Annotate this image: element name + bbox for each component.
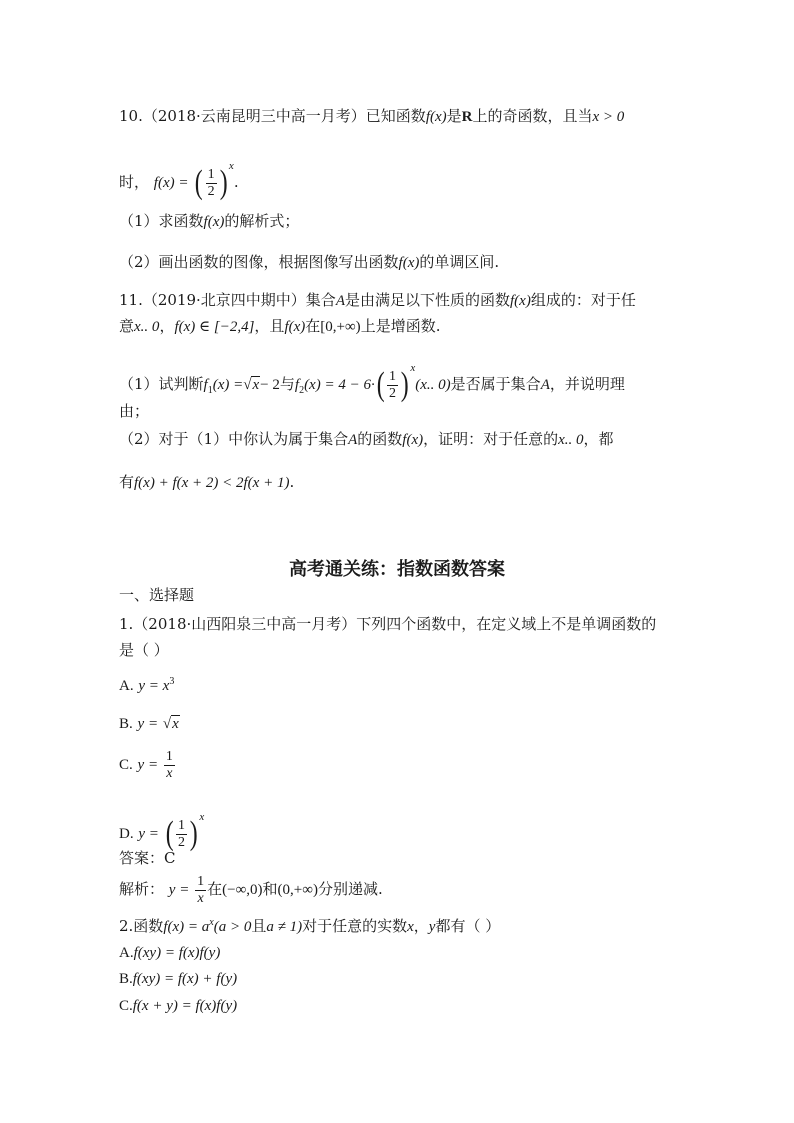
section-label: 一、选择题 bbox=[119, 586, 195, 604]
option-label: C. bbox=[119, 998, 133, 1014]
sqrt-symbol: √x bbox=[162, 716, 179, 732]
q11-f1-arg: (x) = bbox=[212, 377, 244, 393]
option-label: C. bbox=[119, 757, 133, 773]
explanation-label: 解析： bbox=[119, 880, 165, 898]
q11-cond: x.. 0 bbox=[134, 319, 160, 335]
q11-text: 上是增函数. bbox=[360, 317, 441, 335]
q11-text: 是由满足以下性质的函数 bbox=[344, 291, 510, 309]
q10-text: 是 bbox=[446, 107, 462, 125]
option-expression: y = bbox=[137, 757, 159, 773]
q11-set-a: A bbox=[540, 377, 550, 393]
q11-f1-tail: − 2 bbox=[260, 377, 280, 393]
q11-range: f(x) ∈ [−2,4] bbox=[174, 319, 255, 335]
q11-f2-sub: 2 bbox=[299, 385, 305, 396]
a1-option-c bbox=[119, 744, 176, 785]
a1-stem: 是（ ） bbox=[119, 641, 169, 659]
sqrt-radicand: x bbox=[172, 716, 179, 732]
q11-text: 在 bbox=[305, 317, 321, 335]
option-label: B. bbox=[119, 716, 133, 732]
q11-p2-text: （2）对于（1）中你认为属于集合 bbox=[119, 430, 349, 448]
explanation-text: 和 bbox=[262, 880, 278, 898]
option-expression: f(xy) = f(x) + f(y) bbox=[132, 971, 238, 987]
a2-cond: (a > 0 bbox=[213, 919, 252, 935]
q11-exponent: x bbox=[410, 362, 416, 374]
q11-p1-cond: (x.. 0) bbox=[415, 377, 451, 393]
a2-option-c bbox=[119, 995, 237, 1016]
q11-part1 bbox=[119, 348, 625, 411]
q10-line2 bbox=[119, 146, 239, 203]
q11-inequality: f(x) + f(x + 2) < 2f(x + 1) bbox=[134, 475, 290, 491]
fraction-denominator: 2 bbox=[207, 183, 215, 199]
a2-text: 且 bbox=[251, 917, 267, 935]
q10-p1-text: （1）求函数 bbox=[119, 212, 204, 230]
fraction-numerator: 1 bbox=[207, 166, 215, 182]
q11-p1-text: 是否属于集合 bbox=[450, 375, 541, 393]
section-heading bbox=[119, 585, 194, 605]
q10-exponent: x bbox=[228, 160, 234, 172]
fraction-denominator: 2 bbox=[178, 834, 186, 850]
option-expression: f(x + y) = f(x)f(y) bbox=[132, 998, 238, 1014]
q10-text: 上的奇函数，且当 bbox=[472, 107, 593, 125]
a1-line1 bbox=[119, 614, 656, 634]
fraction-denominator: x bbox=[166, 765, 173, 781]
q10-p2-text: 的单调区间. bbox=[419, 253, 500, 271]
q10-p2-text: （2）画出函数的图像，根据图像写出函数 bbox=[119, 253, 399, 271]
a2-exponent: x bbox=[209, 917, 214, 928]
q11-p1-text: 由； bbox=[119, 402, 150, 420]
option-fraction bbox=[164, 749, 175, 782]
option-expression: y = bbox=[138, 826, 159, 842]
q11-p2-cond: x.. 0 bbox=[558, 432, 584, 448]
q11-f1: f bbox=[203, 377, 208, 393]
a2-text: 对于任意的实数 bbox=[302, 917, 408, 935]
a2-text: ， bbox=[413, 917, 429, 935]
left-paren: ( bbox=[376, 366, 385, 403]
q11-set-a: A bbox=[335, 293, 345, 309]
a2-option-a bbox=[119, 942, 220, 963]
left-paren: ( bbox=[165, 815, 174, 852]
q11-text: 组成的：对于任 bbox=[530, 291, 636, 309]
q10-text: 时， bbox=[119, 173, 150, 191]
a2-var: x bbox=[407, 919, 414, 935]
q11-p1-text: （1）试判断 bbox=[119, 375, 204, 393]
answer-text: 答案：C bbox=[119, 849, 176, 867]
q11-p1-text: ，并说明理 bbox=[549, 375, 625, 393]
a2-text: 2.函数 bbox=[119, 917, 164, 935]
option-label: A. bbox=[119, 945, 134, 961]
q11-p2-text: . bbox=[289, 473, 295, 491]
explanation-text: 在 bbox=[207, 880, 223, 898]
a2-text: 都有（ ） bbox=[435, 917, 501, 935]
a1-option-d bbox=[119, 797, 204, 854]
right-paren: ) bbox=[219, 164, 228, 201]
q11-p1-text: 与 bbox=[279, 375, 295, 393]
a1-line2 bbox=[119, 640, 169, 660]
q10-real-set: R bbox=[461, 109, 473, 125]
q10-p2-fx: f(x) bbox=[398, 255, 420, 271]
q10-part2 bbox=[119, 252, 499, 273]
sqrt-symbol: √x bbox=[243, 377, 260, 393]
q11-part2 bbox=[119, 429, 614, 450]
q11-text: ， bbox=[159, 317, 175, 335]
a2-option-b bbox=[119, 968, 237, 989]
q11-f1-sub: 1 bbox=[207, 385, 213, 396]
q11-p2-fx: f(x) bbox=[402, 432, 424, 448]
q10-fx-def: f(x) = bbox=[153, 175, 189, 191]
explanation-text: 分别递减. bbox=[317, 880, 383, 898]
q11-part2-line2 bbox=[119, 472, 294, 493]
q10-text: . bbox=[233, 173, 239, 191]
q11-interval: [0,+∞) bbox=[320, 319, 361, 335]
q11-p2-text: 的函数 bbox=[357, 430, 403, 448]
fraction-denominator: 2 bbox=[389, 385, 397, 401]
option-label: D. bbox=[119, 826, 134, 842]
q10-fx: f(x) bbox=[425, 109, 447, 125]
interval: (0,+∞) bbox=[277, 882, 318, 898]
q11-p2-text: 有 bbox=[119, 473, 135, 491]
a2-def: f(x) = a bbox=[163, 919, 210, 935]
q10-p1-text: 的解析式； bbox=[224, 212, 300, 230]
a1-explanation bbox=[119, 869, 383, 910]
fraction-numerator: 1 bbox=[389, 368, 397, 384]
q11-line1 bbox=[119, 290, 636, 311]
q11-f2: f bbox=[294, 377, 300, 393]
q10-line1 bbox=[119, 106, 624, 127]
right-paren: ) bbox=[189, 815, 198, 852]
option-label: B. bbox=[119, 971, 133, 987]
q11-line2 bbox=[119, 316, 440, 337]
option-exponent: x bbox=[199, 811, 205, 823]
fraction-numerator: 1 bbox=[197, 873, 205, 889]
answers-title: 高考通关练：指数函数答案 bbox=[289, 559, 505, 580]
left-paren: ( bbox=[194, 164, 203, 201]
option-label: A. bbox=[119, 678, 134, 694]
sqrt-radicand: x bbox=[252, 377, 260, 393]
q11-text: 意 bbox=[119, 317, 135, 335]
option-expression: y = bbox=[137, 716, 159, 732]
explanation-expr: y = bbox=[168, 882, 190, 898]
right-paren: ) bbox=[400, 366, 409, 403]
a1-option-a bbox=[119, 672, 174, 696]
explanation-fraction bbox=[195, 874, 206, 907]
a2-var: y bbox=[428, 919, 436, 935]
q11-fx: f(x) bbox=[510, 293, 531, 309]
q11-fx: f(x) bbox=[284, 319, 306, 335]
q10-fraction bbox=[206, 167, 217, 200]
q11-fraction bbox=[387, 369, 398, 402]
q11-p2-text: ，都 bbox=[583, 430, 614, 448]
a1-option-b bbox=[119, 713, 180, 734]
q11-text: ，且 bbox=[254, 317, 285, 335]
q11-set-a: A bbox=[348, 432, 358, 448]
q11-f2-arg: (x) = 4 − 6· bbox=[304, 377, 375, 393]
fraction-numerator: 1 bbox=[165, 748, 173, 764]
a1-stem: 1.（2018·山西阳泉三中高一月考）下列四个函数中，在定义域上不是单调函数的 bbox=[119, 615, 657, 633]
q10-source: 10.（2018·云南昆明三中高一月考）已知函数 bbox=[119, 107, 426, 125]
a2-cond: a ≠ 1) bbox=[266, 919, 303, 935]
q11-source: 11.（2019·北京四中期中）集合 bbox=[119, 291, 336, 309]
q11-p2-text: ，证明：对于任意的 bbox=[423, 430, 559, 448]
option-expression: y = x bbox=[138, 678, 170, 694]
fraction-denominator: x bbox=[197, 890, 204, 906]
interval: (−∞,0) bbox=[222, 882, 263, 898]
q11-part1-line2 bbox=[119, 401, 149, 421]
option-exponent: 3 bbox=[169, 676, 175, 687]
option-expression: f(xy) = f(x)f(y) bbox=[133, 945, 221, 961]
q10-p1-fx: f(x) bbox=[203, 214, 225, 230]
fraction-numerator: 1 bbox=[178, 817, 186, 833]
a1-answer bbox=[119, 848, 175, 868]
option-fraction bbox=[176, 818, 187, 851]
q10-condition: x > 0 bbox=[592, 109, 625, 125]
a2-stem bbox=[119, 913, 500, 937]
q10-part1 bbox=[119, 211, 299, 232]
